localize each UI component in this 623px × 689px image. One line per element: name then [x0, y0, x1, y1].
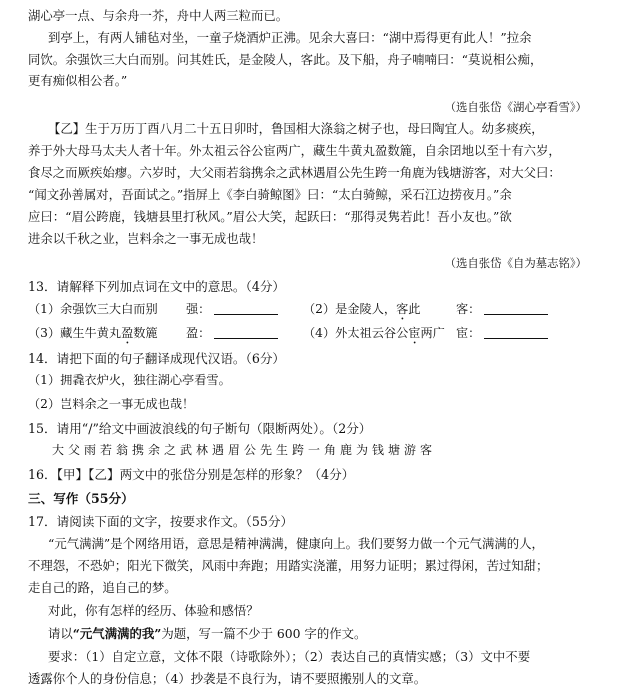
q13-item-4-dotted-word: 宦 — [408, 326, 421, 340]
question-14-title: 14．请把下面的句子翻译成现代汉语。（6分） — [28, 351, 286, 366]
q17-instruction-pre: 请以 — [48, 626, 73, 641]
q13-key-1: 强： — [186, 302, 211, 316]
answer-blank-1[interactable] — [214, 303, 278, 315]
passage-yi-line-1: 【乙】生于万历丁酉八月二十五日卯时，鲁国相大涤翁之树子也，母曰陶宜人。幼多痰疾， — [48, 121, 544, 136]
q14-sentence-1: （1）拥毳衣炉火，独往湖心亭看雪。 — [28, 373, 231, 387]
q13-item-4-tail: 两广 — [420, 326, 445, 340]
passage-jia-line-2: 到亭上，有两人铺毡对坐，一童子烧酒炉正沸。见余大喜曰：“湖中焉得更有此人！”拉余 — [48, 30, 532, 45]
q13-item-2-tail: 此 — [408, 302, 421, 316]
passage-jia-line-4: 更有痴似相公者。” — [28, 73, 128, 88]
q17-prompt-line-3: 走自己的路，追自己的梦。 — [28, 580, 177, 595]
passage-jia-line-1: 湖心亭一点、与余舟一芥，舟中人两三粒而已。 — [28, 8, 289, 23]
q13-answer-4 — [456, 324, 548, 341]
question-13-title: 13．请解释下列加点词在文中的意思。（4分） — [28, 279, 286, 294]
q17-title-instruction — [48, 626, 366, 642]
q14-sentence-2: （2）岂料余之一事无成也哉！ — [28, 397, 195, 411]
answer-blank-4[interactable] — [484, 327, 548, 339]
q13-item-3-dotted-word: 盈 — [121, 326, 134, 340]
q13-key-3: 盈： — [186, 326, 211, 340]
q13-answer-2 — [456, 300, 548, 317]
q13-item-2-dotted-word: 客 — [396, 302, 409, 316]
q17-prompt-line-1: “元气满满”是个网络用语，意思是精神满满，健康向上。我们要努力做一个元气满满的人， — [48, 536, 544, 551]
answer-blank-2[interactable] — [484, 303, 548, 315]
q13-item-1-text: 余强饮三大白而别 — [60, 302, 158, 316]
question-17-title: 17．请阅读下面的文字，按要求作文。（55分） — [28, 514, 294, 529]
question-16-title: 16．【甲】【乙】两文中的张岱分别是怎样的形象？（4分） — [28, 467, 355, 482]
q13-item-3-text: 藏生牛黄丸 — [60, 326, 122, 340]
q17-instruction-post: 为题，写一篇不少于 600 字的作文。 — [161, 626, 367, 641]
q13-item-2-text: 是金陵人， — [335, 302, 397, 316]
q13-item-1 — [28, 300, 158, 317]
passage-yi-line-2: 养于外大母马太夫人者十年。外太祖云谷公宦两广，藏生牛黄丸盈数簏，自余囝地以至十有六岁， — [28, 143, 561, 158]
q17-essay-title: “元气满满的我” — [72, 626, 162, 641]
q17-prompt-line-4: 对此，你有怎样的经历、体验和感悟？ — [48, 603, 259, 618]
q15-sentence: 大父雨若翁携余之武林遇眉公先生跨一角鹿为钱塘游客 — [52, 443, 437, 457]
q13-key-4: 宦： — [456, 326, 481, 340]
passage-jia-line-3: 同饮。余强饮三大白而别。问其姓氏，是金陵人，客此。及下船，舟子喃喃曰：“莫说相公痴， — [28, 52, 543, 67]
question-15-title: 15．请用“/”给文中画波浪线的句子断句（限断两处）。（2分） — [28, 421, 372, 436]
q13-item-1-num: （1） — [28, 302, 61, 316]
passage-yi-line-4: “闻文孙善属对，吾面试之。”指屏上《李白骑鲸图》曰：“太白骑鲸，采石江边捞夜月。”余 — [28, 187, 512, 202]
q13-item-3 — [28, 324, 158, 347]
q13-item-4 — [303, 324, 445, 347]
q13-item-3-num: （3） — [28, 326, 61, 340]
q17-requirements-line-1: 要求：（1）自定立意，文体不限（诗歌除外）；（2）表达自己的真情实感；（3）文中不要 — [48, 649, 531, 664]
q13-answer-3 — [186, 324, 278, 341]
q13-answer-1 — [186, 300, 278, 317]
q13-item-4-num: （4） — [303, 326, 336, 340]
answer-blank-3[interactable] — [214, 327, 278, 339]
passage-yi-line-6: 进余以千秋之业，岂料余之一事无成也哉！ — [28, 231, 264, 246]
passage-yi-line-3: 食尽之而厥疾始瘳。六岁时，大父雨若翁携余之武林遇眉公先生跨一角鹿为钱塘游客，对大父曰： — [28, 165, 561, 180]
q13-key-2: 客： — [456, 302, 481, 316]
q13-item-4-text: 外太祖云谷公 — [335, 326, 409, 340]
q13-item-3-tail: 数簏 — [133, 326, 158, 340]
source-jia: （选自张岱《湖心亭看雪》） — [444, 100, 587, 114]
q13-item-2-num: （2） — [303, 302, 336, 316]
q17-requirements-line-2: 透露你个人的身份信息；（4）抄袭是不良行为，请不要照搬别人的文章。 — [28, 671, 427, 686]
passage-yi-line-5: 应曰：“眉公跨鹿，钱塘县里打秋风。”眉公大笑，起跃曰：“那得灵隽若此！吾小友也。”欲 — [28, 209, 512, 224]
q13-item-2 — [303, 300, 420, 323]
source-yi: （选自张岱《自为墓志铭》） — [444, 256, 587, 270]
section-3-heading: 三、写作（55分） — [28, 491, 134, 506]
q17-prompt-line-2: 不理怨，不恐妒；阳光下微笑，风雨中奔跑；用踏实浇灌，用努力证明；累过得闲，苦过知甜； — [28, 558, 549, 573]
